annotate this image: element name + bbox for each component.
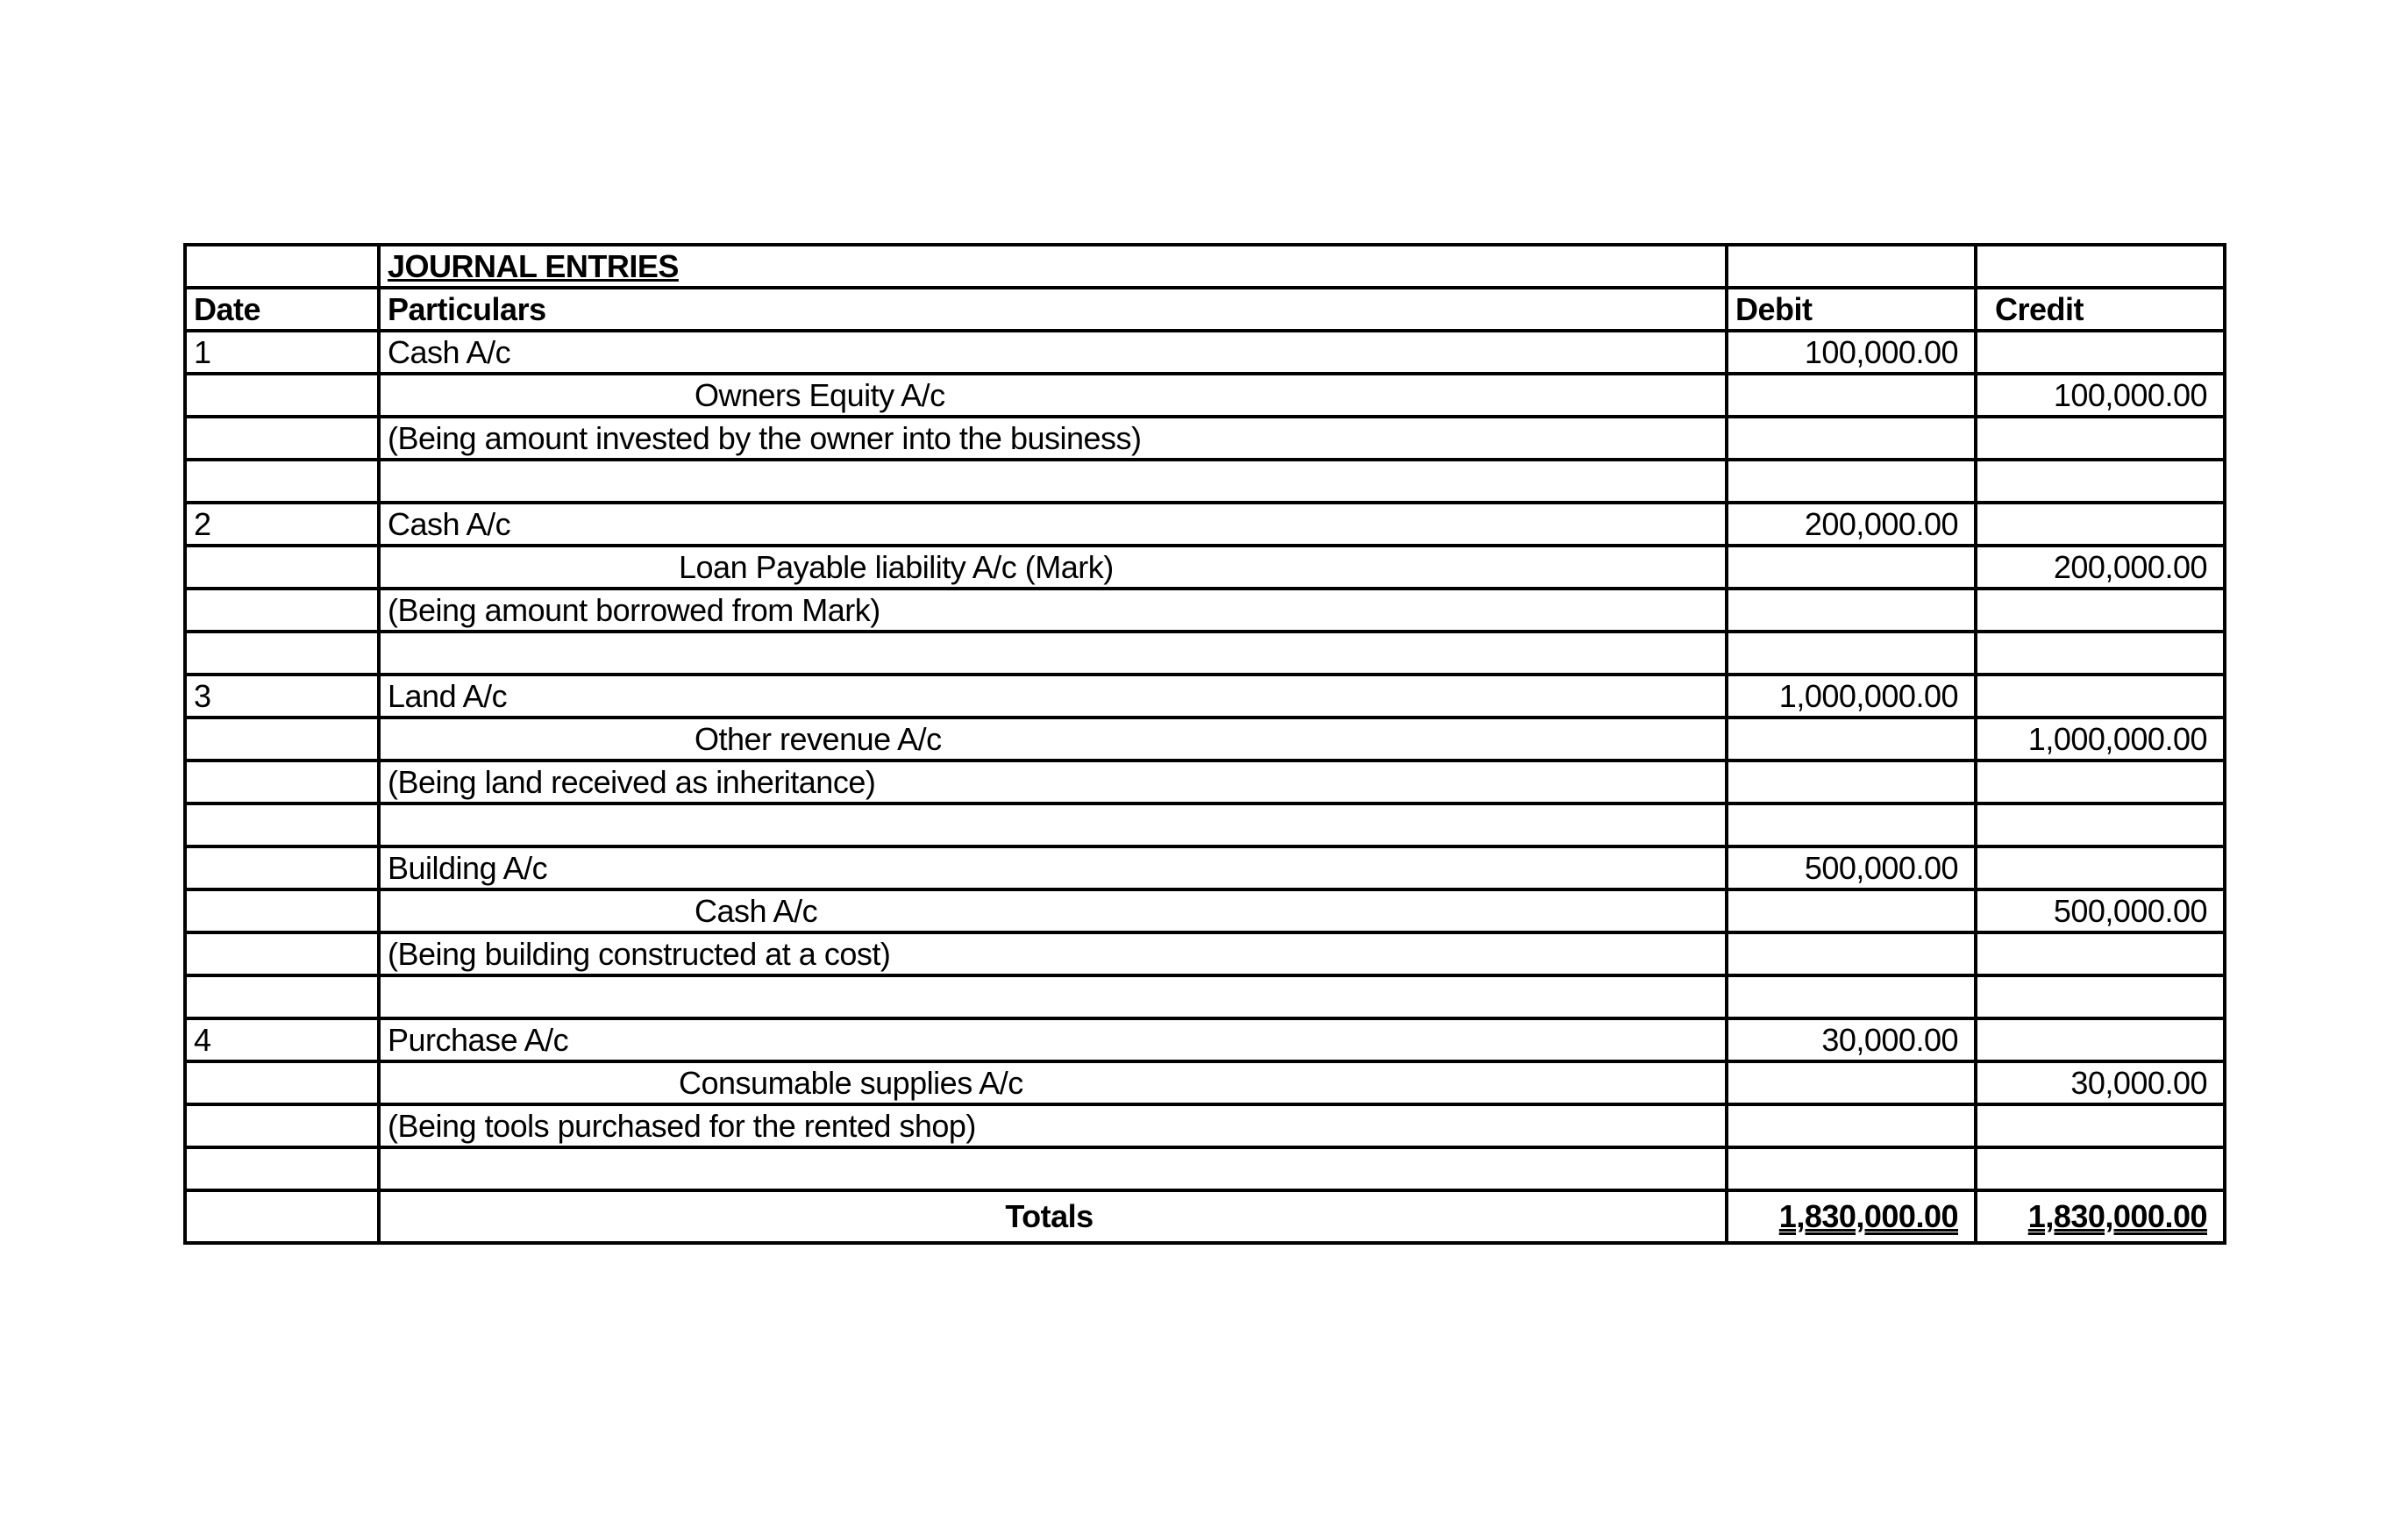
cell-credit: [1976, 589, 2225, 632]
cell-date: [185, 932, 379, 975]
cell-credit: [1976, 1147, 2225, 1190]
cell-particulars: (Being amount borrowed from Mark): [379, 589, 1727, 632]
cell-debit: [1727, 803, 1976, 846]
cell-date: [185, 1061, 379, 1104]
cell-particulars: (Being building constructed at a cost): [379, 932, 1727, 975]
table-row: [185, 1147, 2225, 1190]
table-row: [185, 546, 2225, 589]
cell-date: [185, 374, 379, 417]
cell-date: 4: [185, 1018, 379, 1061]
cell-particulars: (Being land received as inheritance): [379, 761, 1727, 803]
cell-debit: [1727, 374, 1976, 417]
journal-entries-sheet: [183, 243, 2223, 1245]
cell-date: 3: [185, 675, 379, 718]
cell-debit: [1727, 975, 1976, 1018]
cell-particulars: [379, 1147, 1727, 1190]
table-row: [185, 1061, 2225, 1104]
cell-date: [185, 460, 379, 503]
cell-debit: [1727, 718, 1976, 761]
cell-credit: [1976, 503, 2225, 546]
table-row: [185, 503, 2225, 546]
cell-date: [185, 889, 379, 932]
table-row: [185, 846, 2225, 889]
cell-credit: [1976, 975, 2225, 1018]
cell-particulars: Consumable supplies A/c: [379, 1061, 1727, 1104]
cell-date: 1: [185, 331, 379, 374]
totals-row: [185, 1190, 2225, 1243]
header-date: Date: [185, 288, 379, 331]
cell-credit: 200,000.00: [1976, 546, 2225, 589]
table-row: [185, 589, 2225, 632]
cell-credit: 30,000.00: [1976, 1061, 2225, 1104]
cell-particulars: Loan Payable liability A/c (Mark): [379, 546, 1727, 589]
totals-label: Totals: [379, 1190, 1727, 1243]
cell-debit: [1727, 417, 1976, 460]
cell-debit: 200,000.00: [1727, 503, 1976, 546]
cell-credit: [1976, 761, 2225, 803]
table-row: [185, 460, 2225, 503]
cell-particulars: Building A/c: [379, 846, 1727, 889]
cell-debit: [1727, 632, 1976, 675]
cell-credit: [1976, 331, 2225, 374]
table-row: [185, 761, 2225, 803]
cell-credit: [1976, 803, 2225, 846]
totals-credit: [1976, 1190, 2225, 1243]
table-row: [185, 718, 2225, 761]
table-row: [185, 975, 2225, 1018]
cell-debit: 1,000,000.00: [1727, 675, 1976, 718]
cell-date: [185, 803, 379, 846]
totals-debit: [1727, 1190, 1976, 1243]
table-row: [185, 374, 2225, 417]
cell-particulars: Cash A/c: [379, 889, 1727, 932]
title-row: [185, 245, 2225, 288]
cell-credit: [1976, 1104, 2225, 1147]
cell-particulars: [379, 803, 1727, 846]
cell-particulars: [379, 975, 1727, 1018]
header-row: [185, 288, 2225, 331]
cell-debit: [1727, 460, 1976, 503]
table-row: [185, 803, 2225, 846]
table-row: [185, 331, 2225, 374]
cell-particulars: Cash A/c: [379, 503, 1727, 546]
cell-debit: 100,000.00: [1727, 331, 1976, 374]
cell-particulars: Cash A/c: [379, 331, 1727, 374]
cell-date: [185, 761, 379, 803]
cell-date: [185, 632, 379, 675]
cell-date: 2: [185, 503, 379, 546]
cell-date: [185, 846, 379, 889]
journal-title: JOURNAL ENTRIES: [379, 245, 1727, 288]
cell-debit: [1727, 589, 1976, 632]
table-row: [185, 675, 2225, 718]
cell-credit: 100,000.00: [1976, 374, 2225, 417]
table-row: [185, 932, 2225, 975]
cell-debit: [1727, 1147, 1976, 1190]
cell-blank: [1976, 245, 2225, 288]
cell-particulars: [379, 460, 1727, 503]
table-row: [185, 632, 2225, 675]
cell-credit: [1976, 932, 2225, 975]
table-row: [185, 417, 2225, 460]
cell-debit: [1727, 1061, 1976, 1104]
cell-credit: [1976, 1018, 2225, 1061]
cell-credit: [1976, 632, 2225, 675]
cell-credit: [1976, 417, 2225, 460]
cell-date: [185, 1104, 379, 1147]
cell-blank: [185, 245, 379, 288]
cell-debit: [1727, 546, 1976, 589]
cell-particulars: [379, 632, 1727, 675]
cell-particulars: Purchase A/c: [379, 1018, 1727, 1061]
cell-debit: [1727, 932, 1976, 975]
header-debit: Debit: [1727, 288, 1976, 331]
cell-debit: [1727, 889, 1976, 932]
totals-credit-value: 1,830,000.00: [2027, 1198, 2207, 1234]
cell-blank: [1727, 245, 1976, 288]
cell-date: [185, 1147, 379, 1190]
cell-particulars: (Being tools purchased for the rented shop): [379, 1104, 1727, 1147]
header-particulars: Particulars: [379, 288, 1727, 331]
cell-debit: 500,000.00: [1727, 846, 1976, 889]
cell-credit: [1976, 460, 2225, 503]
cell-credit: [1976, 846, 2225, 889]
table-row: [185, 1104, 2225, 1147]
cell-particulars: Land A/c: [379, 675, 1727, 718]
cell-date: [185, 546, 379, 589]
cell-credit: 500,000.00: [1976, 889, 2225, 932]
cell-date: [185, 718, 379, 761]
cell-credit: [1976, 675, 2225, 718]
table-row: [185, 1018, 2225, 1061]
journal-table: [183, 243, 2226, 1245]
cell-date: [185, 417, 379, 460]
cell-debit: [1727, 1104, 1976, 1147]
cell-date: [185, 975, 379, 1018]
cell-particulars: Other revenue A/c: [379, 718, 1727, 761]
totals-debit-value: 1,830,000.00: [1778, 1198, 1958, 1234]
cell-debit: 30,000.00: [1727, 1018, 1976, 1061]
cell-date: [185, 589, 379, 632]
cell-credit: 1,000,000.00: [1976, 718, 2225, 761]
cell-blank: [185, 1190, 379, 1243]
cell-particulars: Owners Equity A/c: [379, 374, 1727, 417]
cell-particulars: (Being amount invested by the owner into the business): [379, 417, 1727, 460]
table-row: [185, 889, 2225, 932]
header-credit: Credit: [1976, 288, 2225, 331]
cell-debit: [1727, 761, 1976, 803]
